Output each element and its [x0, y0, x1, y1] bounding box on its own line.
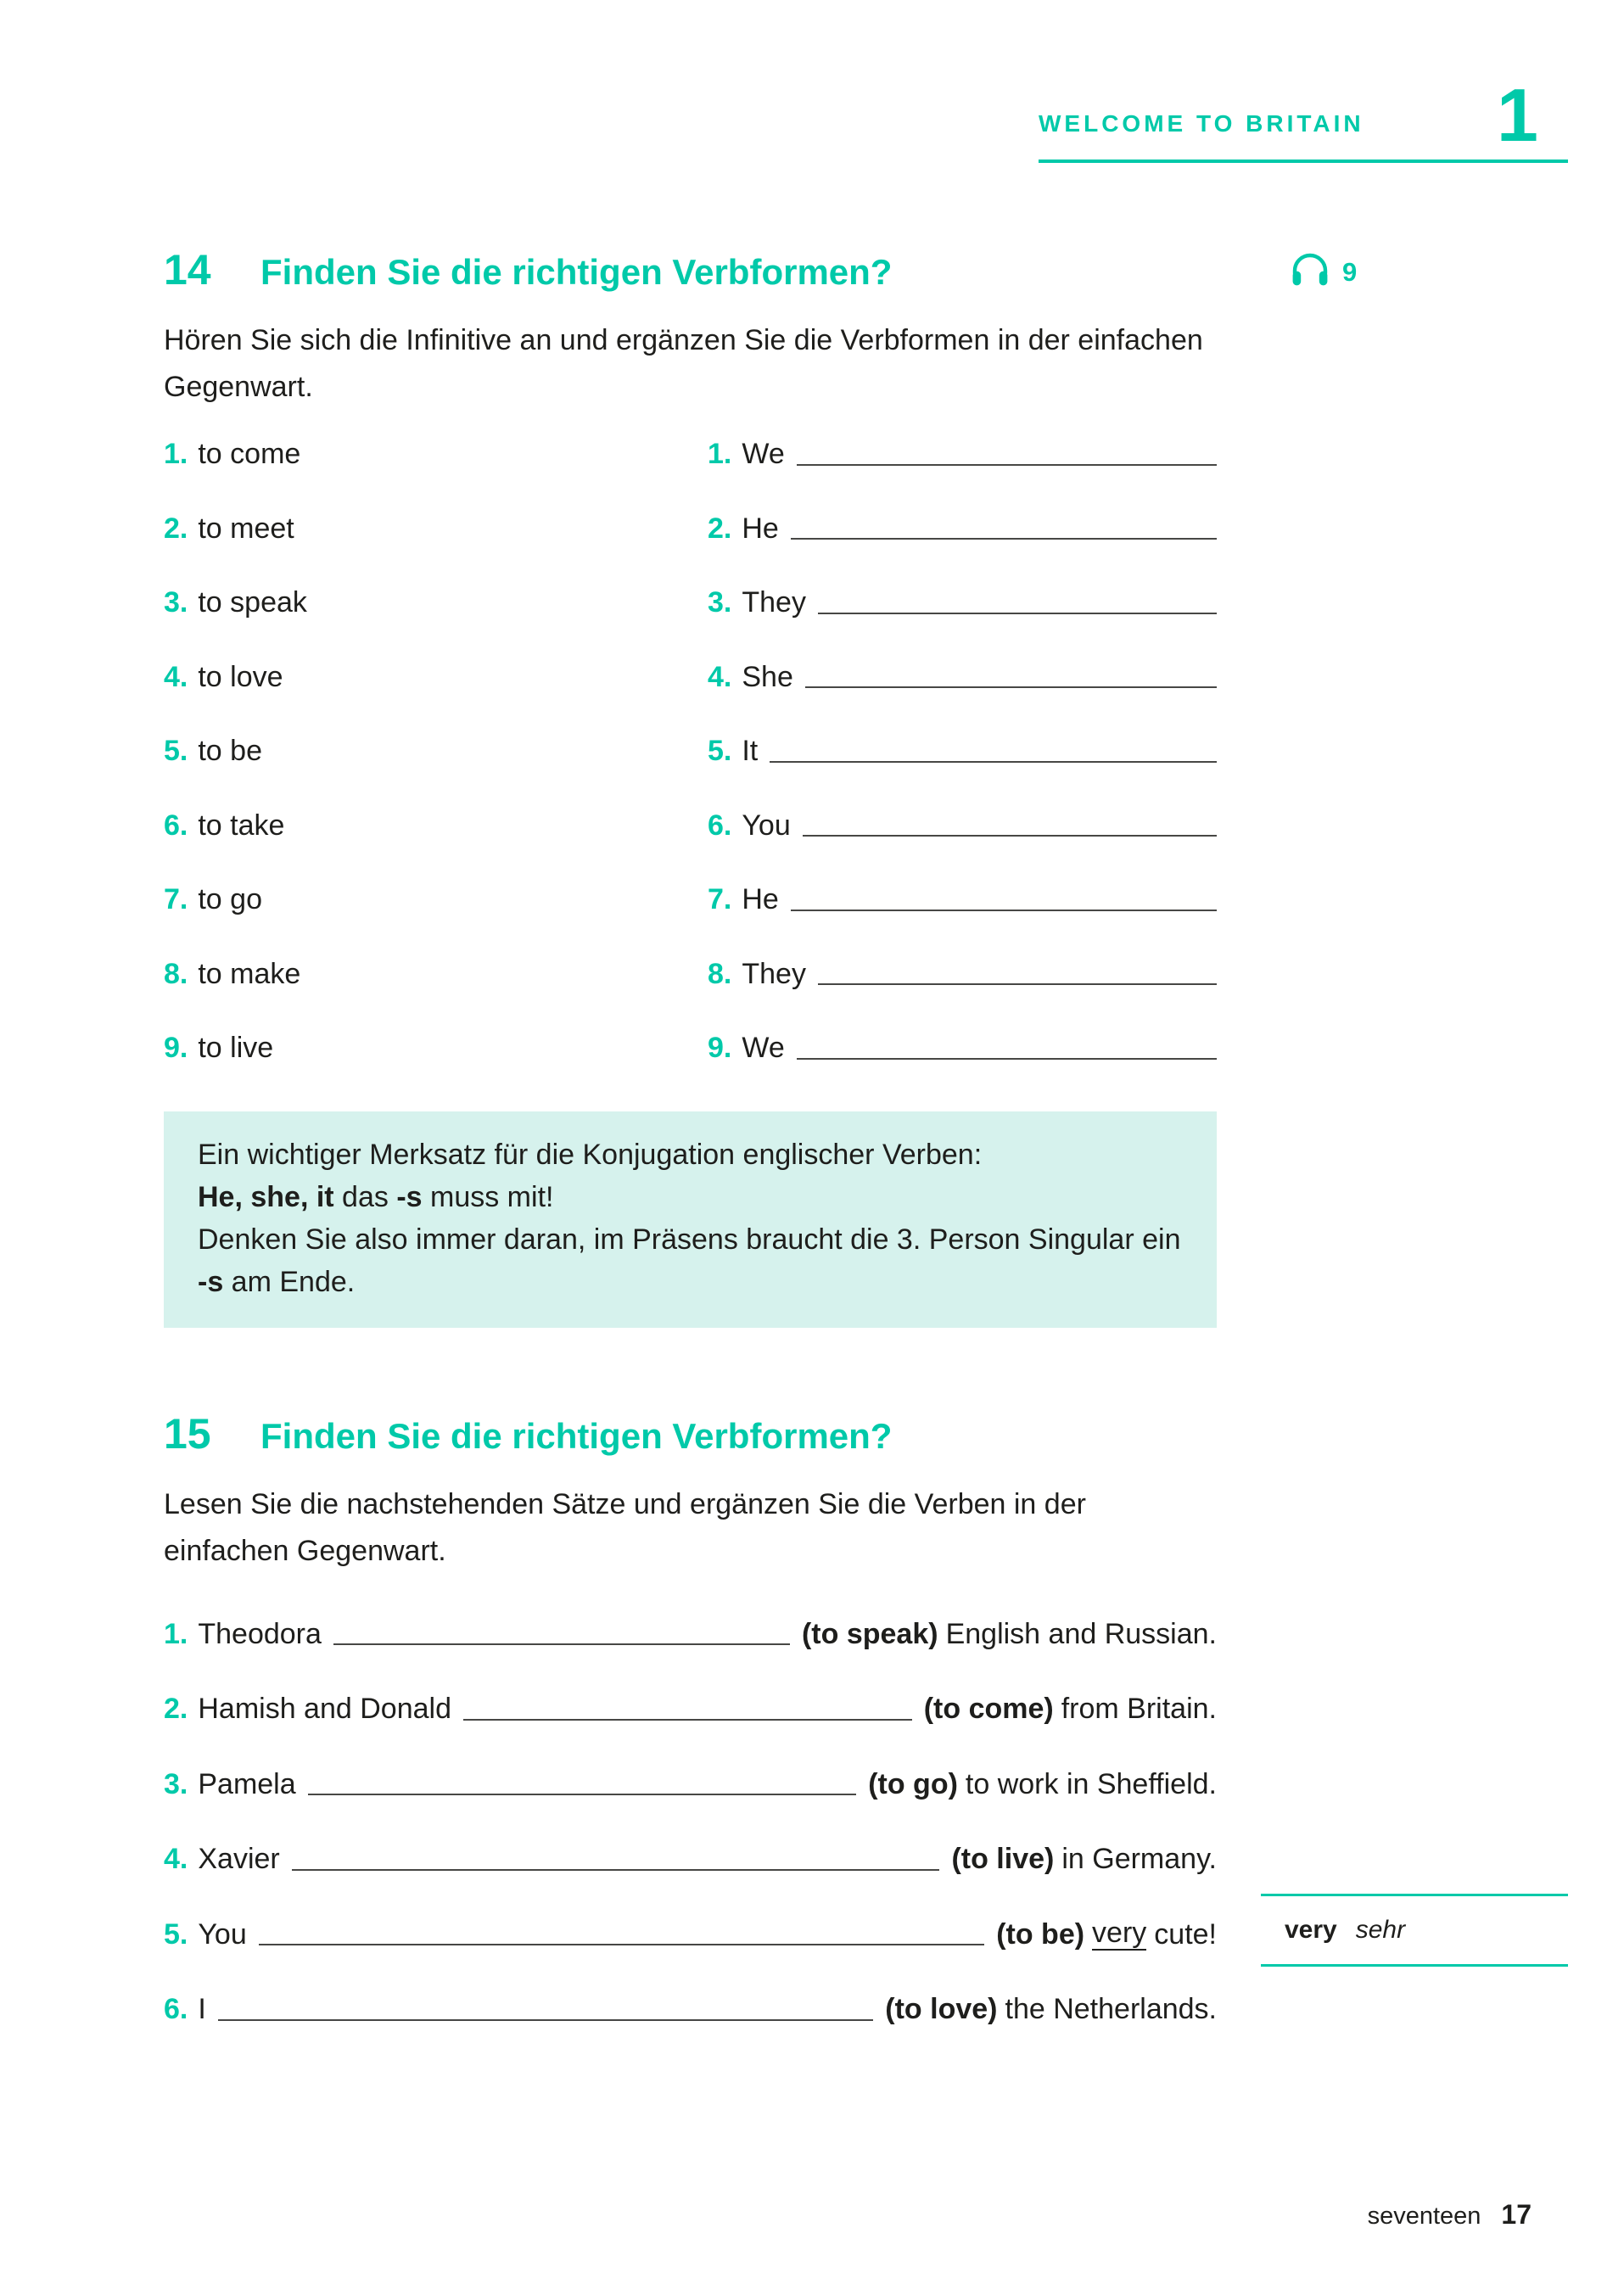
- infinitive-cell: [164, 438, 708, 471]
- verb-row: [164, 938, 1217, 1012]
- item-number: 1.: [708, 438, 732, 471]
- infinitive-cell: [164, 883, 708, 916]
- sentence-subject: Theodora: [198, 1617, 322, 1650]
- item-number: 8.: [708, 957, 732, 990]
- verb-row: [164, 417, 1217, 492]
- sentence-subject: I: [198, 1993, 206, 2026]
- infinitive-cell: [164, 586, 708, 619]
- infinitive-label: to speak: [198, 586, 307, 619]
- pronoun-label: They: [742, 586, 806, 619]
- sentence-number: 6.: [164, 1993, 188, 2026]
- audio-track-number: 9: [1342, 256, 1358, 287]
- pronoun-label: You: [742, 809, 791, 842]
- sentence-number: 4.: [164, 1843, 188, 1876]
- pronoun-label: He: [742, 883, 779, 916]
- answer-blank[interactable]: [818, 613, 1217, 614]
- page-number: 17: [1501, 2199, 1532, 2230]
- sentence-subject: Xavier: [198, 1843, 280, 1876]
- verb-row: [164, 566, 1217, 641]
- exercise-title: Finden Sie die richtigen Verbformen?: [260, 252, 893, 292]
- answer-blank[interactable]: [770, 761, 1217, 763]
- sentence-row: [164, 1973, 1217, 2048]
- exercise-14-header: [164, 244, 1217, 295]
- vocab-translation: sehr: [1355, 1916, 1406, 1944]
- infinitive-cell: [164, 661, 708, 694]
- exercise-14: [164, 244, 1217, 1086]
- infinitive-cell: [164, 1032, 708, 1065]
- infinitive-cell: [164, 735, 708, 768]
- answer-blank[interactable]: [791, 910, 1217, 911]
- sentence-row: [164, 1672, 1217, 1748]
- sentence-blank[interactable]: [218, 2019, 873, 2021]
- exercise-title: Finden Sie die richtigen Verbformen?: [260, 1416, 893, 1456]
- item-number: 7.: [708, 883, 732, 916]
- note-line-1: Ein wichtiger Merksatz für die Konjugation englischer Verben:: [198, 1139, 983, 1171]
- item-number: 4.: [708, 660, 732, 693]
- infinitive-label: to make: [198, 957, 301, 990]
- sentence-list: [164, 1597, 1217, 2047]
- chapter-title: WELCOME TO BRITAIN: [1039, 110, 1364, 137]
- item-number: 5.: [164, 735, 188, 768]
- verb-hint: (to love): [885, 1993, 998, 2026]
- item-number: 9.: [164, 1032, 188, 1065]
- answer-blank[interactable]: [803, 835, 1217, 837]
- infinitive-cell: [164, 958, 708, 991]
- answer-cell: [708, 1032, 1217, 1065]
- verb-hint: (to be): [996, 1917, 1085, 1951]
- exercise-15-header: [164, 1408, 1217, 1459]
- page-footer: [1368, 2199, 1532, 2231]
- sentence-row: [164, 1597, 1217, 1672]
- infinitive-cell: [164, 809, 708, 842]
- answer-blank[interactable]: [805, 686, 1217, 688]
- page-word: seventeen: [1367, 2203, 1481, 2230]
- verb-hint: (to speak): [801, 1617, 938, 1650]
- item-number: 3.: [708, 586, 732, 619]
- sentence-tail: from Britain.: [1061, 1693, 1217, 1726]
- exercise-15: [164, 1408, 1217, 2047]
- verb-hint: (to go): [868, 1767, 958, 1800]
- headphones-icon: [1290, 251, 1330, 293]
- note-line-2: He, she, it das -s muss mit!: [198, 1181, 554, 1213]
- sentence-row: [164, 1822, 1217, 1898]
- answer-cell: [708, 512, 1217, 546]
- answer-blank[interactable]: [797, 1058, 1217, 1060]
- verb-row: [164, 714, 1217, 789]
- infinitive-label: to take: [198, 809, 285, 842]
- sentence-subject: You: [198, 1917, 247, 1951]
- infinitive-label: to meet: [198, 512, 294, 545]
- infinitive-label: to go: [198, 883, 262, 916]
- sentence-blank[interactable]: [333, 1643, 790, 1645]
- sentence-tail: English and Russian.: [945, 1617, 1217, 1650]
- answer-cell: [708, 438, 1217, 471]
- verb-hint: (to come): [923, 1693, 1054, 1726]
- vocab-box: [1261, 1894, 1568, 1967]
- verb-row: [164, 1011, 1217, 1086]
- sentence-tail: to work in Sheffield.: [965, 1767, 1217, 1800]
- item-number: 7.: [164, 883, 188, 916]
- pronoun-label: We: [742, 438, 785, 471]
- answer-cell: [708, 661, 1217, 694]
- item-number: 4.: [164, 660, 188, 693]
- item-number: 3.: [164, 586, 188, 619]
- note-line-3: Denken Sie also immer daran, im Präsens braucht die 3. Person Singular ein -s am Ende.: [198, 1223, 1189, 1298]
- sentence-row: [164, 1747, 1217, 1822]
- exercise-instructions: Hören Sie sich die Infinitive an und ergänzen Sie die Verbformen in der einfachen Gegenwart.: [164, 324, 1203, 403]
- sentence-subject: Hamish and Donald: [198, 1693, 451, 1726]
- answer-cell: [708, 809, 1217, 842]
- grammar-note-box: [164, 1111, 1217, 1328]
- item-number: 6.: [164, 809, 188, 842]
- underlined-word: very: [1092, 1917, 1147, 1950]
- vocab-word: very: [1285, 1916, 1337, 1944]
- sentence-row: [164, 1897, 1217, 1973]
- infinitive-label: to come: [198, 438, 301, 471]
- infinitive-cell: [164, 512, 708, 546]
- sentence-number: 2.: [164, 1693, 188, 1726]
- pronoun-label: They: [742, 957, 806, 990]
- item-number: 5.: [708, 735, 732, 768]
- answer-cell: [708, 958, 1217, 991]
- chapter-rule: [1039, 160, 1568, 163]
- answer-blank[interactable]: [791, 538, 1217, 540]
- sentence-number: 1.: [164, 1617, 188, 1650]
- pronoun-label: He: [742, 512, 779, 545]
- audio-badge: [1290, 251, 1357, 293]
- verb-row: [164, 492, 1217, 567]
- verb-list: [164, 417, 1217, 1086]
- sentence-blank[interactable]: [463, 1719, 912, 1721]
- item-number: 1.: [164, 438, 188, 471]
- item-number: 9.: [708, 1032, 732, 1065]
- sentence-blank[interactable]: [259, 1944, 984, 1945]
- infinitive-label: to live: [198, 1032, 274, 1065]
- chapter-number: 1: [1497, 73, 1538, 157]
- item-number: 8.: [164, 957, 188, 990]
- answer-blank[interactable]: [797, 464, 1217, 466]
- answer-cell: [708, 586, 1217, 619]
- item-number: 2.: [164, 512, 188, 545]
- sentence-number: 3.: [164, 1767, 188, 1800]
- sentence-blank[interactable]: [308, 1794, 857, 1795]
- infinitive-label: to be: [198, 735, 262, 768]
- infinitive-label: to love: [198, 660, 283, 693]
- sentence-tail: cute!: [1154, 1917, 1217, 1951]
- verb-row: [164, 863, 1217, 938]
- exercise-number: 15: [164, 1410, 211, 1458]
- item-number: 6.: [708, 809, 732, 842]
- sentence-blank[interactable]: [292, 1869, 940, 1871]
- verb-row: [164, 641, 1217, 715]
- exercise-instructions: Lesen Sie die nachstehenden Sätze und ergänzen Sie die Verben in der einfachen Gegenwart.: [164, 1488, 1086, 1567]
- pronoun-label: She: [742, 660, 793, 693]
- sentence-number: 5.: [164, 1917, 188, 1951]
- answer-cell: [708, 735, 1217, 768]
- sentence-tail: in Germany.: [1061, 1843, 1217, 1876]
- sentence-tail: the Netherlands.: [1005, 1993, 1217, 2026]
- pronoun-label: We: [742, 1032, 785, 1065]
- pronoun-label: It: [742, 735, 759, 768]
- sentence-subject: Pamela: [198, 1767, 296, 1800]
- exercise-number: 14: [164, 246, 211, 294]
- verb-hint: (to live): [951, 1843, 1055, 1876]
- item-number: 2.: [708, 512, 732, 545]
- answer-cell: [708, 883, 1217, 916]
- answer-blank[interactable]: [818, 983, 1217, 985]
- verb-row: [164, 789, 1217, 864]
